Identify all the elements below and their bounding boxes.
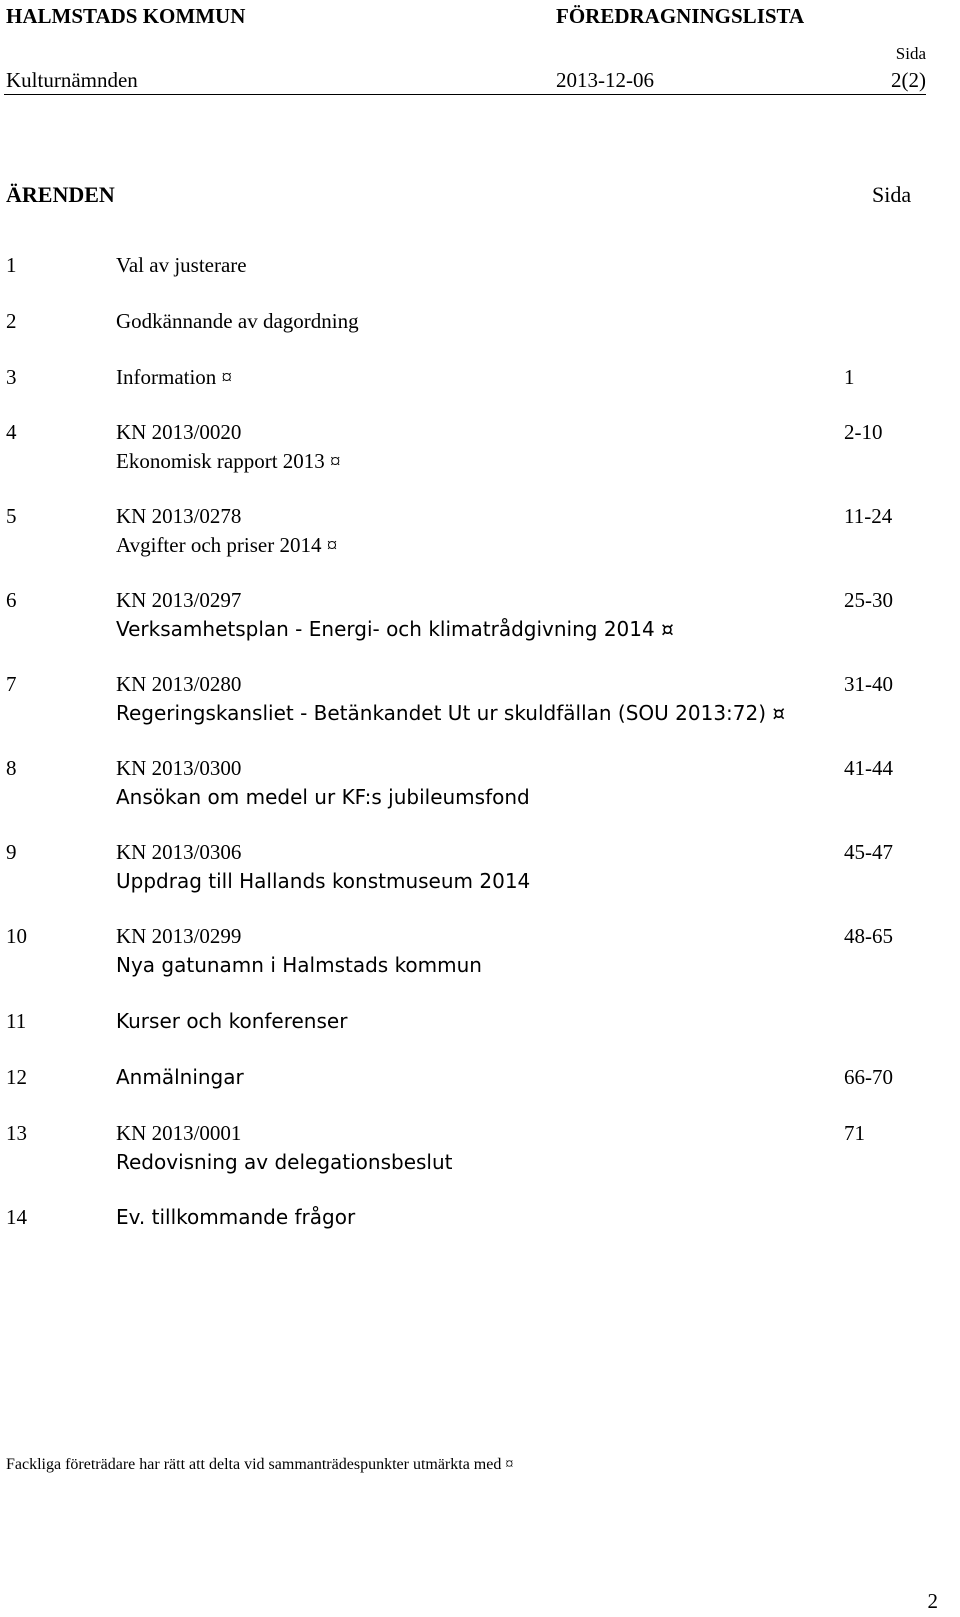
footnote: Fackliga företrädare har rätt att delta vid sammanträdespunkter utmärkta med ¤ (6, 1456, 514, 1473)
item-title: Redovisning av delegationsbeslut (116, 1150, 453, 1174)
committee-name: Kulturnämnden (6, 68, 138, 92)
item-number: 5 (6, 504, 17, 528)
item-number: 10 (6, 924, 27, 948)
item-case-number: KN 2013/0280 (116, 672, 242, 696)
section-title: ÄRENDEN (6, 182, 115, 207)
item-pages: 48-65 (844, 924, 893, 948)
item-pages: 11-24 (844, 504, 893, 528)
item-title: Ansökan om medel ur KF:s jubileumsfond (116, 785, 530, 809)
section-sida-label: Sida (872, 182, 912, 207)
item-pages: 31-40 (844, 672, 893, 696)
item-title: Val av justerare (116, 253, 247, 277)
document-type: FÖREDRAGNINGSLISTA (556, 4, 805, 28)
item-number: 2 (6, 309, 17, 333)
item-number: 12 (6, 1065, 27, 1089)
item-number: 11 (6, 1009, 27, 1033)
item-title: Regeringskansliet - Betänkandet Ut ur skuldfällan (SOU 2013:72) ¤ (116, 701, 786, 725)
item-title: Anmälningar (116, 1065, 244, 1089)
item-case-number: KN 2013/0020 (116, 420, 242, 444)
item-pages: 2-10 (844, 420, 883, 444)
page-number: 2 (927, 1589, 938, 1613)
item-number: 14 (6, 1205, 27, 1229)
page-of: 2(2) (891, 68, 926, 92)
item-case-number: KN 2013/0297 (116, 588, 242, 612)
item-case-number: KN 2013/0306 (116, 840, 242, 864)
item-pages: 25-30 (844, 588, 893, 612)
item-title: Godkännande av dagordning (116, 309, 359, 333)
item-pages: 41-44 (844, 756, 893, 780)
item-title: Verksamhetsplan - Energi- och klimatrådgivning 2014 ¤ (116, 617, 674, 641)
item-case-number: KN 2013/0001 (116, 1121, 242, 1145)
item-case-number: KN 2013/0278 (116, 504, 242, 528)
item-title: Ekonomisk rapport 2013 ¤ (116, 449, 341, 473)
item-number: 3 (6, 365, 17, 389)
item-number: 9 (6, 840, 17, 864)
item-title: Avgifter och priser 2014 ¤ (116, 533, 338, 557)
item-title: Uppdrag till Hallands konstmuseum 2014 (116, 869, 531, 893)
item-number: 8 (6, 756, 17, 780)
item-number: 1 (6, 253, 17, 277)
item-number: 4 (6, 420, 17, 444)
item-pages: 66-70 (844, 1065, 893, 1089)
header-divider (4, 94, 926, 95)
sida-label: Sida (895, 44, 926, 63)
item-case-number: KN 2013/0300 (116, 756, 242, 780)
item-title: Kurser och konferenser (116, 1009, 348, 1033)
item-case-number: KN 2013/0299 (116, 924, 242, 948)
item-pages: 71 (844, 1121, 865, 1145)
item-pages: 1 (844, 365, 855, 389)
item-number: 7 (6, 672, 17, 696)
organization-name: HALMSTADS KOMMUN (6, 4, 246, 28)
meeting-date: 2013-12-06 (556, 68, 654, 92)
item-title: Ev. tillkommande frågor (116, 1205, 356, 1229)
item-pages: 45-47 (844, 840, 893, 864)
item-title: Nya gatunamn i Halmstads kommun (116, 953, 482, 977)
item-number: 13 (6, 1121, 27, 1145)
item-number: 6 (6, 588, 17, 612)
item-title: Information ¤ (116, 365, 233, 389)
